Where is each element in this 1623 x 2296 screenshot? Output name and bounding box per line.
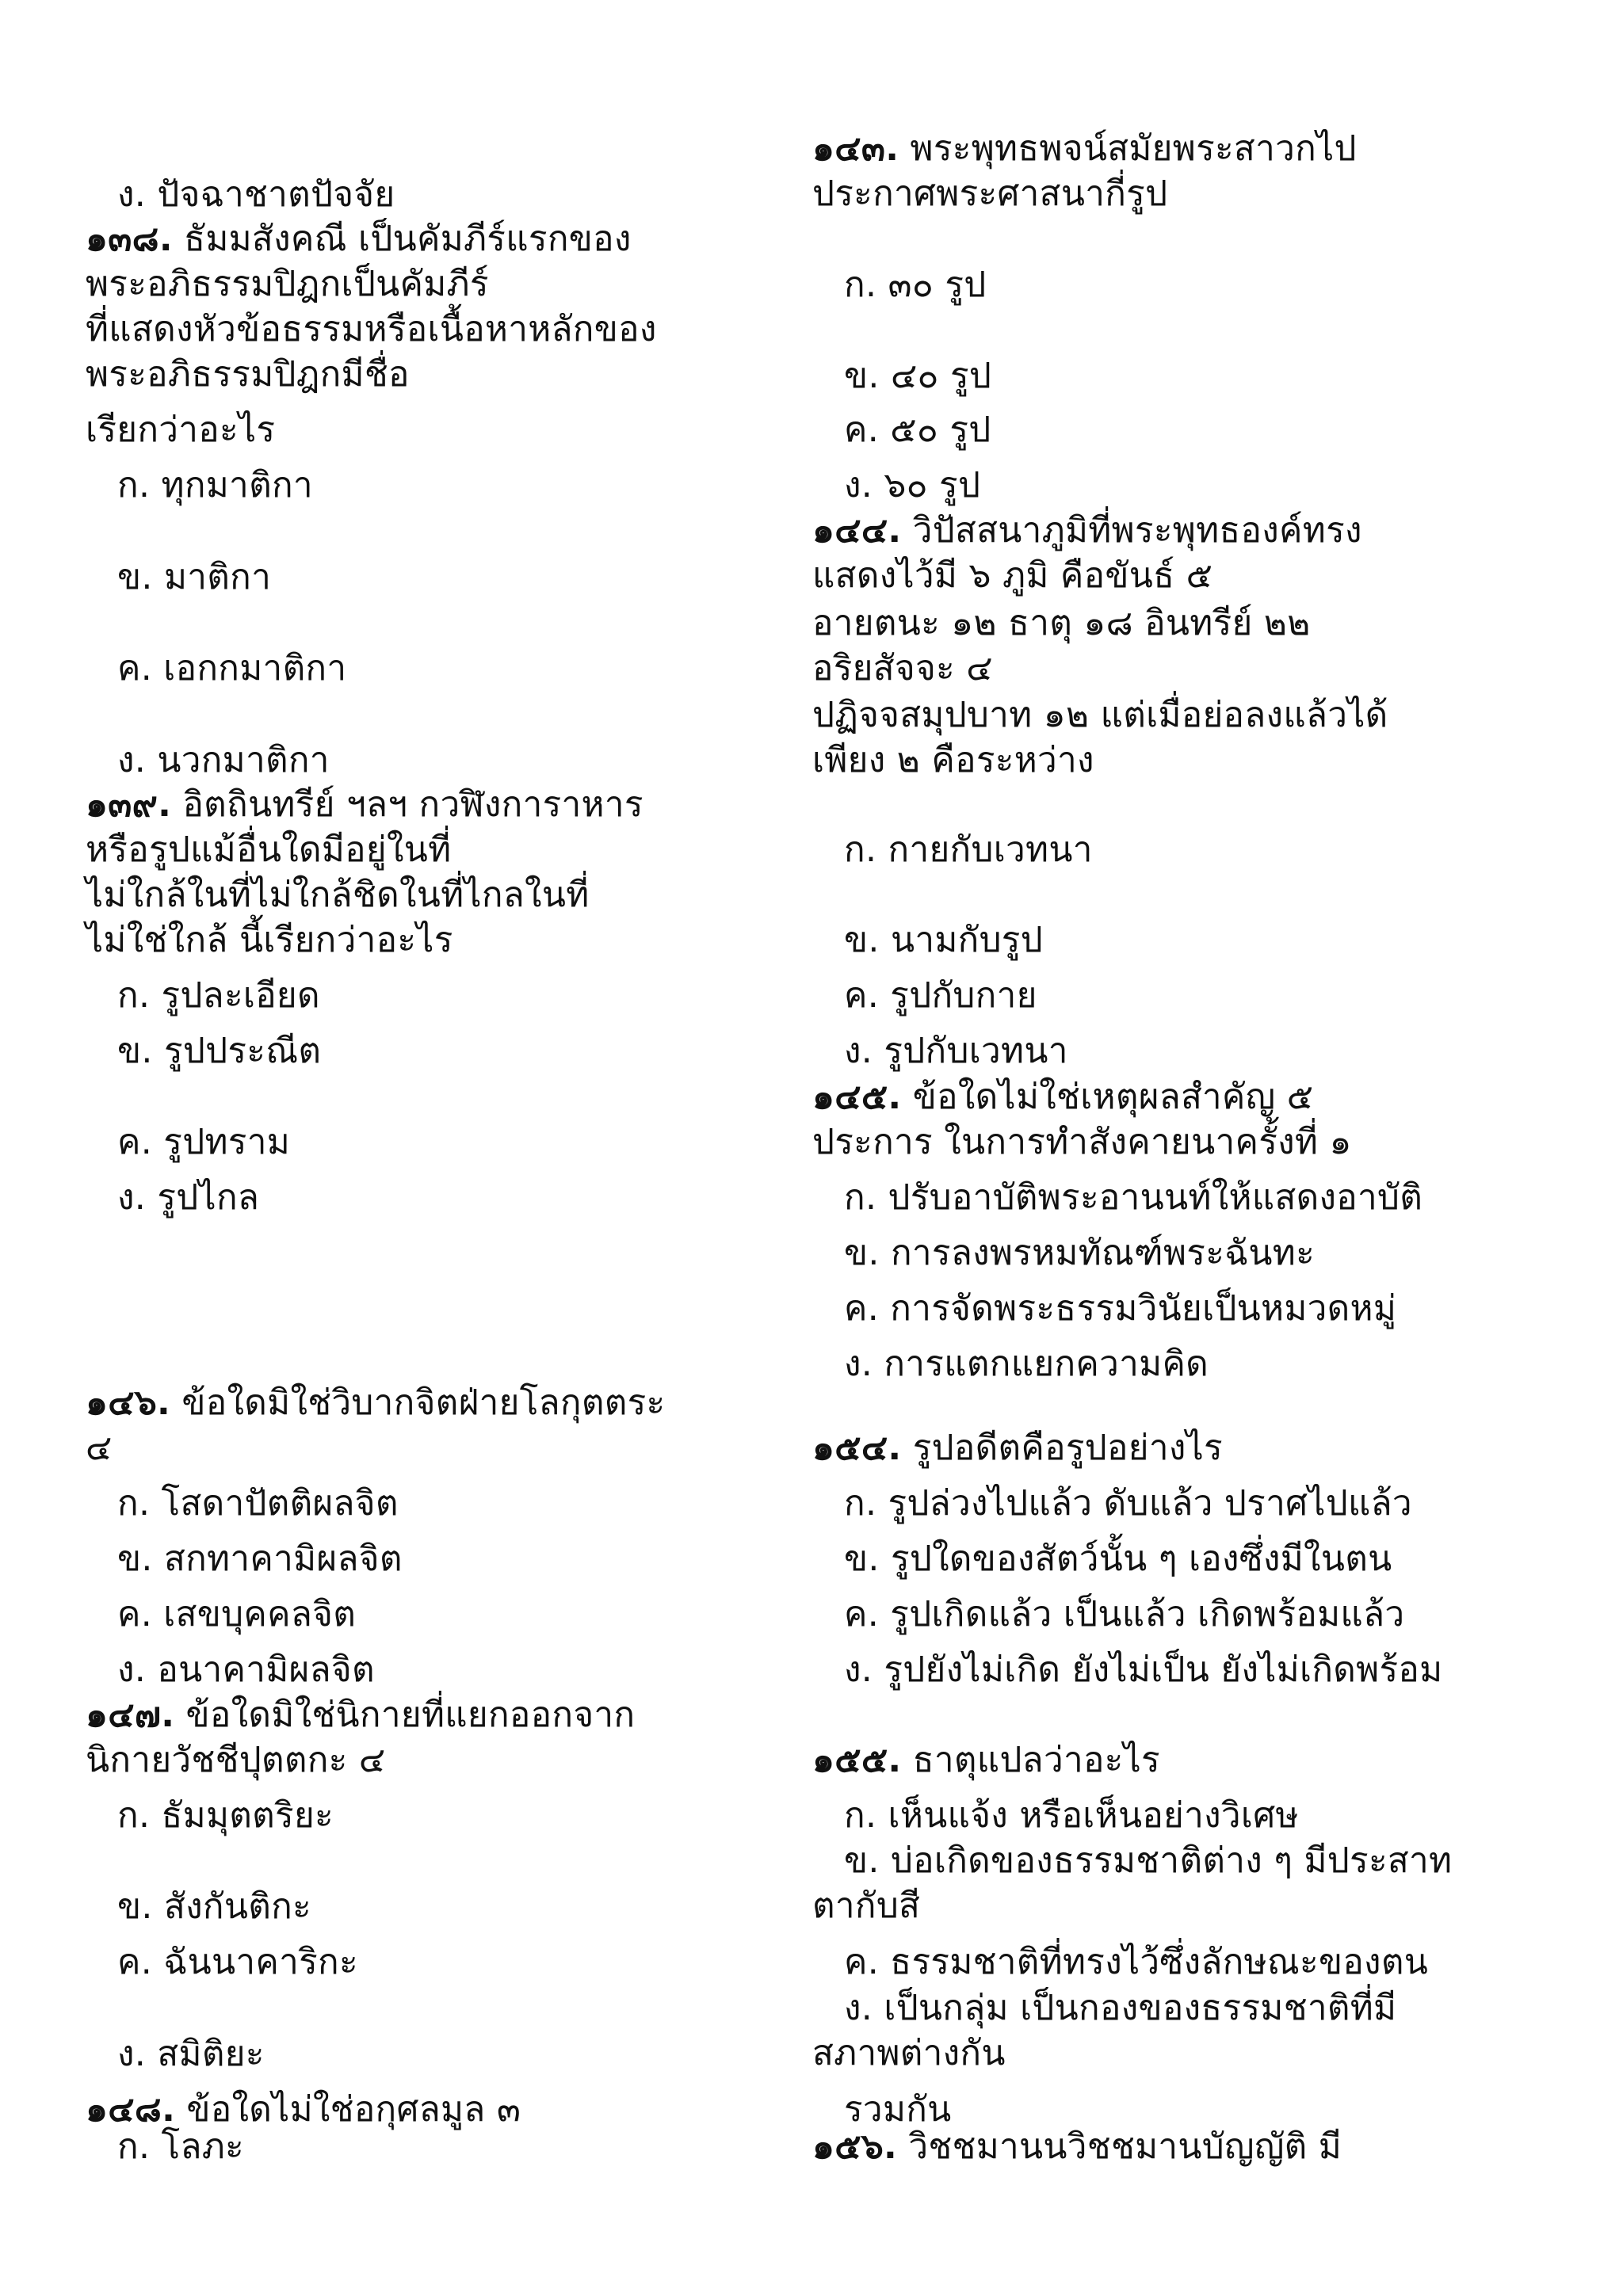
answer-option: ค. ฉันนาคาริกะ: [117, 1942, 358, 1982]
answer-option: ข. นามกับรูป: [844, 920, 1043, 960]
answer-option: ค. ธรรมชาติที่ทรงไว้ซึ่งลักษณะของตน: [844, 1942, 1429, 1982]
question-number: ๑๔๖.: [86, 1383, 171, 1423]
question-text: ที่แสดงหัวข้อธรรมหรือเนื้อหาหลักของ: [86, 309, 657, 349]
answer-option: ค. รูปกับกาย: [844, 975, 1037, 1016]
answer-option: ง. นวกมาติกา: [117, 740, 330, 780]
question-text: พระพุทธพจน์สมัยพระสาวกไป: [910, 128, 1357, 169]
answer-option: ก. ปรับอาบัติพระอานนท์ให้แสดงอาบัติ: [844, 1177, 1423, 1218]
question-text: ข้อใดมิใช่วิบากจิตฝ่ายโลกุตตระ: [181, 1383, 666, 1423]
answer-option: ข. สังกันติกะ: [117, 1886, 311, 1927]
question-text: ข้อใดไม่ใช่เหตุผลสำคัญ ๕: [912, 1077, 1314, 1117]
question-text: เรียกว่าอะไร: [86, 410, 276, 450]
question-text: ประการ ในการทำสังคายนาครั้งที่ ๑: [812, 1122, 1352, 1162]
question-text: พระอภิธรรมปิฎกเป็นคัมภีร์: [86, 264, 489, 304]
answer-option: ก. กายกับเวทนา: [844, 830, 1093, 870]
answer-option: ข. การลงพรหมทัณฑ์พระฉันทะ: [844, 1233, 1316, 1273]
answer-option: ง. ปัจฉาชาตปัจจัย: [117, 174, 395, 215]
question-number: ๑๔๕.: [812, 1077, 902, 1117]
answer-option: ก. ๓๐ รูป: [844, 265, 987, 305]
answer-option: ง. รูปยังไม่เกิด ยังไม่เป็น ยังไม่เกิดพร้อม: [844, 1650, 1443, 1690]
answer-option: ข. บ่อเกิดของธรรมชาติต่าง ๆ มีประสาท: [844, 1840, 1453, 1881]
question-text: รูปอดีตคือรูปอย่างไร: [912, 1428, 1223, 1468]
question-text: นิกายวัชชีปุตตกะ ๔: [86, 1740, 386, 1780]
answer-option: ค. เอกกมาติกา: [117, 648, 347, 688]
question-156: [812, 2123, 1342, 2171]
question-145: [812, 1074, 1313, 1121]
question-text: อิตถินทรีย์ ฯลฯ กวฬิงการาหาร: [182, 784, 643, 825]
answer-option-continued: รวมกัน: [844, 2089, 952, 2130]
question-text: หรือรูปแม้อื่นใดมีอยู่ในที่: [86, 830, 452, 870]
question-text: วิชชมานนวิชชมานบัญญัติ มี: [908, 2126, 1342, 2167]
answer-option: ค. การจัดพระธรรมวินัยเป็นหมวดหมู่: [844, 1288, 1397, 1329]
question-text: ข้อใดมิใช่นิกายที่แยกออกจาก: [185, 1695, 636, 1735]
question-text: ข้อใดไม่ใช่อกุศลมูล ๓: [186, 2089, 521, 2130]
answer-option: ข. รูปใดของสัตว์นั้น ๆ เองซึ่งมีในตน: [844, 1539, 1392, 1579]
answer-option: ก. ธัมมุตตริยะ: [117, 1795, 334, 1836]
answer-option: ข. ๔๐ รูป: [844, 356, 992, 396]
answer-option: ง. อนาคามิผลจิต: [117, 1650, 375, 1690]
question-154: [812, 1425, 1223, 1472]
answer-option-continued: ตากับสี: [812, 1886, 921, 1926]
question-text: ประกาศพระศาสนากี่รูป: [812, 174, 1168, 214]
answer-option: ง. การแตกแยกความคิด: [844, 1344, 1209, 1384]
answer-option: ง. รูปกับเวทนา: [844, 1031, 1068, 1071]
question-155: [812, 1737, 1160, 1784]
answer-option: ง. สมิติยะ: [117, 2034, 265, 2074]
answer-option: ก. รูปล่วงไปแล้ว ดับแล้ว ปราศไปแล้ว: [844, 1483, 1412, 1524]
question-144: [812, 507, 1362, 555]
question-text: อายตนะ ๑๒ ธาตุ ๑๘ อินทรีย์ ๒๒: [812, 603, 1311, 643]
question-text: วิปัสสนาภูมิที่พระพุทธองค์ทรง: [912, 510, 1362, 551]
question-text: พระอภิธรรมปิฎกมีชื่อ: [86, 354, 410, 395]
question-147: [86, 1691, 635, 1739]
answer-option: ก. ทุกมาติกา: [117, 465, 313, 505]
answer-option: ค. รูปทราม: [117, 1122, 291, 1162]
question-text: ไม่ใช่ใกล้ นี้เรียกว่าอะไร: [86, 920, 453, 960]
answer-option: ก. โลภะ: [117, 2126, 244, 2167]
question-number: ๑๓๙.: [86, 784, 172, 825]
answer-option: ค. รูปเกิดแล้ว เป็นแล้ว เกิดพร้อมแล้ว: [844, 1594, 1405, 1634]
answer-option-continued: สภาพต่างกัน: [812, 2033, 1006, 2073]
question-138: [86, 215, 632, 263]
answer-option: ข. รูปประณีต: [117, 1031, 322, 1071]
question-text: ไม่ใกล้ในที่ไม่ใกล้ชิดในที่ไกลในที่: [86, 875, 590, 915]
question-139: [86, 781, 643, 829]
answer-option: ก. โสดาปัตติผลจิต: [117, 1483, 399, 1524]
question-number: ๑๔๔.: [812, 510, 902, 551]
answer-option: ง. รูปไกล: [117, 1177, 260, 1218]
answer-option: ข. สกทาคามิผลจิต: [117, 1539, 403, 1579]
answer-option: ข. มาติกา: [117, 557, 272, 597]
answer-option: ก. รูปละเอียด: [117, 975, 320, 1016]
question-143: [812, 125, 1357, 173]
question-text: ปฏิจจสมุปบาท ๑๒ แต่เมื่อย่อลงแล้วได้: [812, 695, 1388, 735]
question-number: ๑๕๔.: [812, 1428, 902, 1468]
question-text: แสดงไว้มี ๖ ภูมิ คือขันธ์ ๕: [812, 555, 1213, 596]
question-number: ๑๔๗.: [86, 1695, 175, 1735]
answer-option: ค. ๕๐ รูป: [844, 410, 991, 450]
answer-option: ง. เป็นกลุ่ม เป็นกองของธรรมชาติที่มี: [844, 1988, 1397, 2028]
question-text: ๔: [86, 1428, 113, 1468]
question-146: [86, 1379, 665, 1427]
answer-option: ง. ๖๐ รูป: [844, 465, 981, 505]
question-number: ๑๕๖.: [812, 2126, 898, 2167]
question-number: ๑๓๘.: [86, 219, 173, 259]
question-text: เพียง ๒ คือระหว่าง: [812, 740, 1094, 780]
question-number: ๑๔๘.: [86, 2089, 176, 2130]
question-text: อริยสัจจะ ๔: [812, 648, 993, 688]
answer-option: ก. เห็นแจ้ง หรือเห็นอย่างวิเศษ: [844, 1795, 1299, 1836]
question-text: ธัมมสังคณี เป็นคัมภีร์แรกของ: [184, 219, 632, 259]
answer-option: ค. เสขบุคคลจิต: [117, 1594, 357, 1634]
question-number: ๑๕๕.: [812, 1740, 902, 1780]
question-number: ๑๔๓.: [812, 128, 899, 169]
question-text: ธาตุแปลว่าอะไร: [912, 1740, 1160, 1780]
